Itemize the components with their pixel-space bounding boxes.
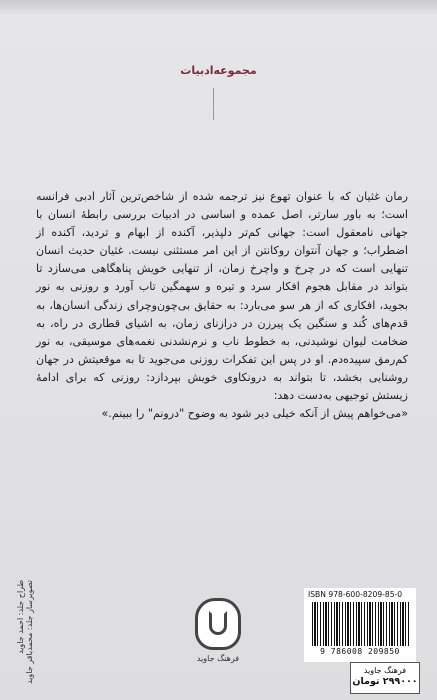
price-publisher: فرهنگ جاوید	[363, 666, 407, 675]
cover-top-edge	[0, 0, 437, 14]
barcode-sticker	[304, 588, 416, 662]
cover-designer-credit: طراح جلد: احمد جاوید	[16, 580, 25, 654]
cover-credits	[16, 580, 34, 684]
barcode-digits: 9 786008 209850	[320, 647, 400, 656]
cover-illustrator-credit: تصویرساز جلد: محمدباقر جاوید	[25, 580, 34, 684]
series-title: مجموعه‌ادبیات	[180, 64, 257, 77]
barcode-bars	[312, 602, 410, 646]
price-sticker	[350, 662, 420, 694]
price-value: ۲۹۹۰۰۰ تومان	[352, 676, 418, 687]
publisher-name: فرهنگ جاوید	[196, 654, 240, 663]
isbn-label: ISBN 978-600-8209-85-0	[308, 590, 403, 599]
synopsis-text	[36, 188, 408, 423]
jim-letter-icon	[195, 598, 241, 650]
publisher-logo	[190, 598, 246, 670]
synopsis-paragraph: رمان غثیان که با عنوان تهوع نیز ترجمه شده از شاخص‌ترین آثار ادبی فرانسه است؛ به باور سارتر، اصل عمده و اساسی در ادبیات بررسی رابطهٔ انسان با جهانی نامعقول است: جهانی کم‌تر دلپذیر، آکنده از ابهام و تردید، آکنده از اضطراب؛ و جهان آنتوان روکانتن از این امر مستثنی نیست. غثیان حدیث انسان تنهایی است که در چرخ و واچرخ زمان، از تنهایی خویش پناهگاهی می‌سازد تا بتواند در مقابل هجوم افکار سرد و تیره و سهمگین تاب آورد و روزنی به نور بجوید، افکاری که از هر سو می‌بارد: به حقایق بی‌چون‌وچرای زندگی انسان‌ها، به قدم‌های کُند و سنگین یک پیرزن در درازنای زمان، به اشیای قطاری در راه، به ضخامت لیوان نوشیدنی، به خطوط ناب و نرم‌نشدنی نغمه‌های موسیقی، به نور کم‌رمق سپیده‌دم. او در پس این تفکرات روزنی می‌جوید تا به موقعیتش در جهان روشنایی بخشد، تا بتواند به درونکاوی خویش بپردازد: روزنی که برای ادامهٔ زیستش توجیهی به‌دست دهد:	[36, 190, 408, 403]
series-divider	[213, 88, 214, 120]
synopsis-quote: «می‌خواهم پیش از آنکه خیلی دیر شود به وضوح "درونم" را ببینم.»	[101, 407, 408, 421]
